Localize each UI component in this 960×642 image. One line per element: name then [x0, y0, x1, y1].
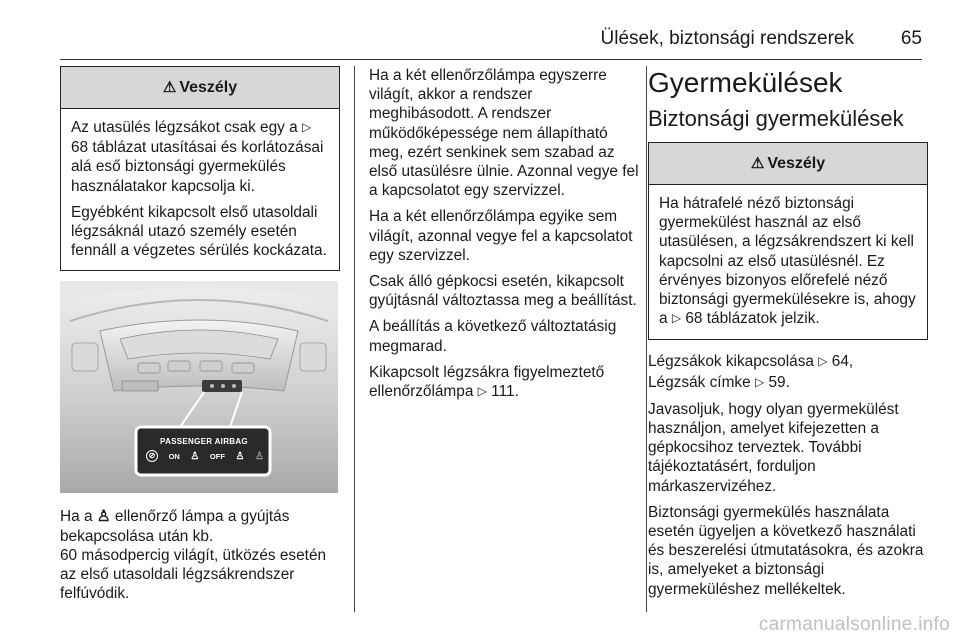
danger-box-title: Veszély — [767, 154, 826, 172]
page-ref-link[interactable]: 59. — [768, 373, 790, 391]
reference-lines: Légzsákok kikapcsolása ▷ 64, Légzsák címke ▷ 59. — [648, 353, 854, 391]
seat-icon: ♙ — [255, 450, 264, 462]
column-left — [60, 66, 340, 603]
warning-triangle-icon: ⚠ — [750, 154, 765, 172]
airbag-panel-indicators — [146, 447, 264, 465]
body-paragraph: A beállítás a következő változtatásig megmarad. — [369, 318, 617, 355]
off-indicator-label: OFF — [209, 451, 225, 461]
danger-box-body — [61, 109, 339, 270]
body-paragraph: Ha a két ellenőrzőlámpa egyszerre világít, akkor a rendszer meghibásodott. A rendszer működőképessége nem állapítható meg, ezért senkinek sem szabad az első utasülésre ülnie. Azonnal vegye fel a kapcsolatot egy szervizzel. — [369, 67, 639, 200]
column-divider — [646, 66, 647, 612]
passenger-airbag-on-icon: ♙ — [190, 450, 200, 462]
warning-triangle-icon: ⚠ — [162, 78, 177, 96]
page-ref-icon: ▷ — [477, 384, 487, 399]
body-paragraph: Kikapcsolt légzsákra figyelmeztető ellenőrzőlámpa ▷ 111. — [369, 363, 605, 401]
body-paragraph: Csak álló gépkocsi esetén, kikapcsolt gyújtásnál változtassa meg a beállítást. — [369, 273, 637, 310]
page-ref-link[interactable]: 64, — [831, 353, 854, 371]
page-ref-icon: ▷ — [301, 120, 312, 134]
section-title: Gyermekülések — [648, 67, 843, 98]
danger-box — [648, 142, 928, 340]
airbag-panel-label: PASSENGER AIRBAG — [160, 437, 248, 447]
column-right — [648, 66, 928, 606]
page-ref-icon: ▷ — [754, 374, 765, 389]
airbag-off-symbol-icon: ⊘ — [146, 450, 158, 462]
page-header — [60, 22, 922, 60]
column-middle — [369, 66, 639, 409]
danger-box-title: Veszély — [179, 78, 238, 96]
page-ref-icon: ▷ — [671, 311, 682, 326]
danger-paragraph: Az utasülés légzsákot csak egy a ▷ 68 táblázat utasításai és korlátozásai alá eső biztonsági gyermekülés használatakor kapcsolja ki. — [71, 119, 324, 195]
passenger-airbag-off-icon: ♙ — [235, 450, 245, 462]
page-number: 65 — [900, 28, 922, 49]
watermark: carmanualsonline.info — [758, 614, 950, 635]
body-paragraph: Biztonsági gyermekülés használata esetén ügyeljen a következő használati és beszerelési útmutatásokra, és azokra is, amelyeket a biztonsági gyermeküléshez mellékeltek. — [648, 503, 924, 598]
indicator-description: Ha a ♙ ellenőrző lámpa a gyújtás bekapcsolása után kb. 60 másodpercig világít, ütközés esetén az első utasoldali légzsákrendszer felfúvódik. — [60, 508, 327, 603]
danger-box-body: Ha hátrafelé néző biztonsági gyermekülést használ az első utasülésen, a légzsákrendszert ki kell kapcsolni az első utasülésnél. Ez érvényes bizonyos előrefelé néző biztonsági gyermekülésekre is, ahogy a ▷ 68 táblázatok jelzik. — [659, 195, 916, 328]
danger-box — [60, 66, 340, 271]
page-ref-link[interactable]: 111. — [491, 383, 519, 401]
airbag-indicator-photo — [60, 281, 338, 493]
page-ref-icon: ▷ — [818, 354, 828, 369]
body-paragraph: Javasoljuk, hogy olyan gyermekülést használjon, amelyet kifejezetten a gépkocsihoz terveztek. További tájékoztatásért, forduljon márkaszervizéhez. — [648, 400, 899, 495]
chapter-title: Ülések, biztonsági rendszerek — [600, 28, 854, 49]
subsection-title: Biztonsági gyermekülések — [648, 106, 904, 131]
passenger-airbag-indicator-icon: ♙ — [96, 508, 111, 526]
danger-paragraph: Egyébként kikapcsolt első utasoldali légzsáknál utazó személy esetén fennáll a végzetes sérülés kockázata. — [71, 203, 327, 260]
body-paragraph: Ha a két ellenőrzőlámpa egyike sem világít, azonnal vegye fel a kapcsolatot egy szervizzel. — [369, 208, 633, 264]
column-divider — [354, 66, 355, 612]
danger-box-header — [649, 143, 927, 185]
on-indicator-label: ON — [168, 451, 180, 461]
danger-box-header — [61, 67, 339, 109]
